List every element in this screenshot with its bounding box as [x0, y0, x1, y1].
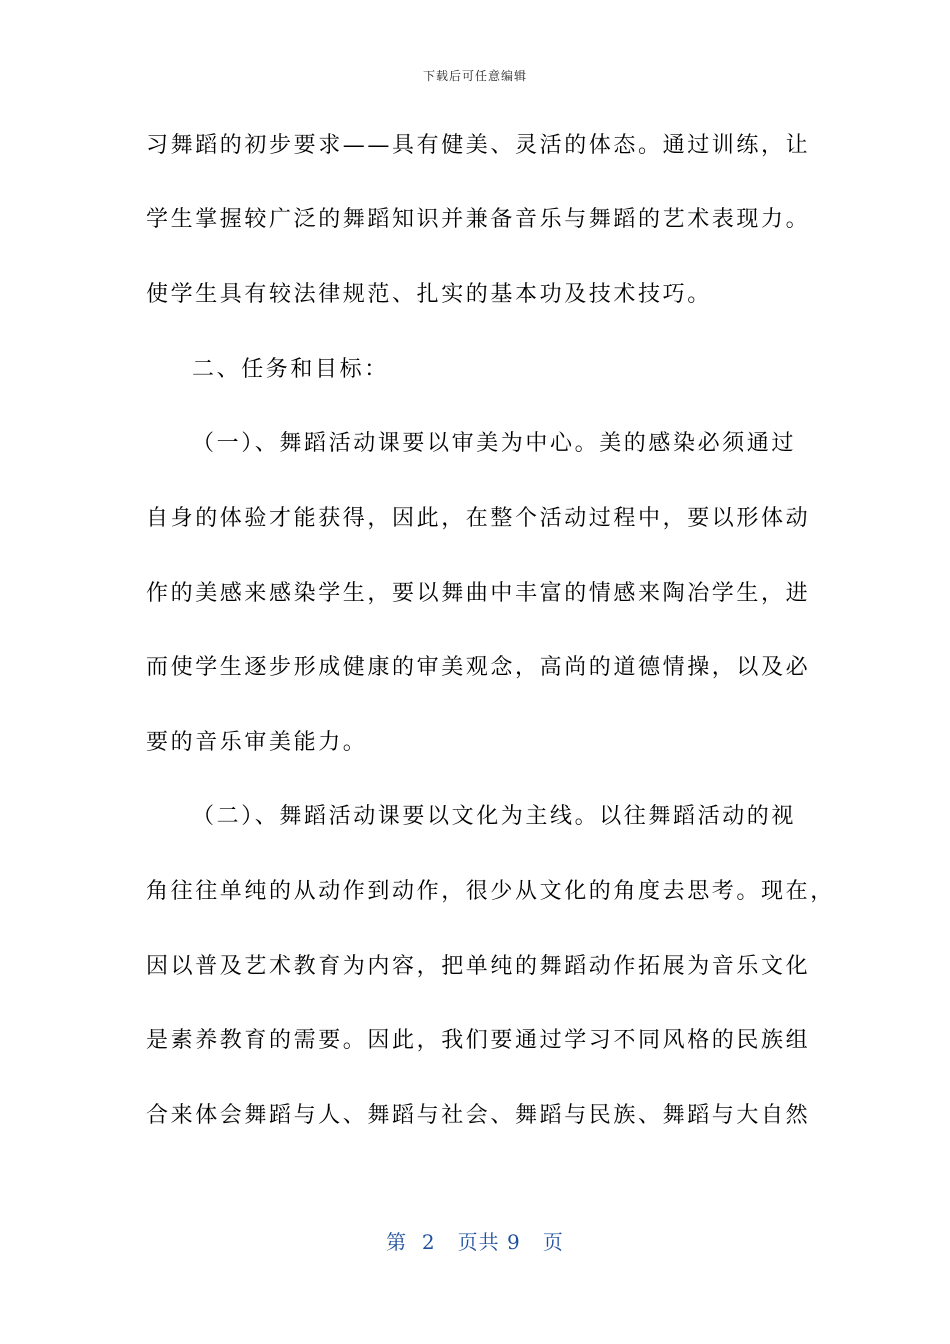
body-line-9: 要的音乐审美能力。 [146, 730, 368, 755]
body-line-12: 因以普及艺术教育为内容，把单纯的舞蹈动作拓展为音乐文化 [146, 954, 811, 979]
body-line-13: 是素养教育的需要。因此，我们要通过学习不同风格的民族组 [146, 1028, 811, 1053]
body-line-8: 而使学生逐步形成健康的审美观念，高尚的道德情操，以及必 [146, 655, 811, 680]
body-line-1: 习舞蹈的初步要求——具有健美、灵活的体态。通过训练，让 [146, 133, 811, 158]
page-number-footer: 第 2 页共 9 页 [386, 1230, 564, 1254]
body-line-5: （一）、舞蹈活动课要以审美为中心。美的感染必须通过 [192, 431, 797, 456]
body-line-14: 合来体会舞蹈与人、舞蹈与社会、舞蹈与民族、舞蹈与大自然 [146, 1103, 811, 1128]
body-line-3: 使学生具有较法律规范、扎实的基本功及技术技巧。 [146, 282, 712, 307]
section-heading: 二、任务和目标： [192, 357, 389, 382]
body-line-6: 自身的体验才能获得，因此，在整个活动过程中，要以形体动 [146, 506, 811, 531]
body-line-7: 作的美感来感染学生，要以舞曲中丰富的情感来陶冶学生，进 [146, 581, 811, 606]
body-line-11: 角往往单纯的从动作到动作，很少从文化的角度去思考。现在， [146, 879, 835, 904]
body-line-2: 学生掌握较广泛的舞蹈知识并兼备音乐与舞蹈的艺术表现力。 [146, 207, 811, 232]
body-line-10: （二）、舞蹈活动课要以文化为主线。以往舞蹈活动的视 [192, 804, 797, 829]
page-header: 下载后可任意编辑 [422, 69, 527, 83]
